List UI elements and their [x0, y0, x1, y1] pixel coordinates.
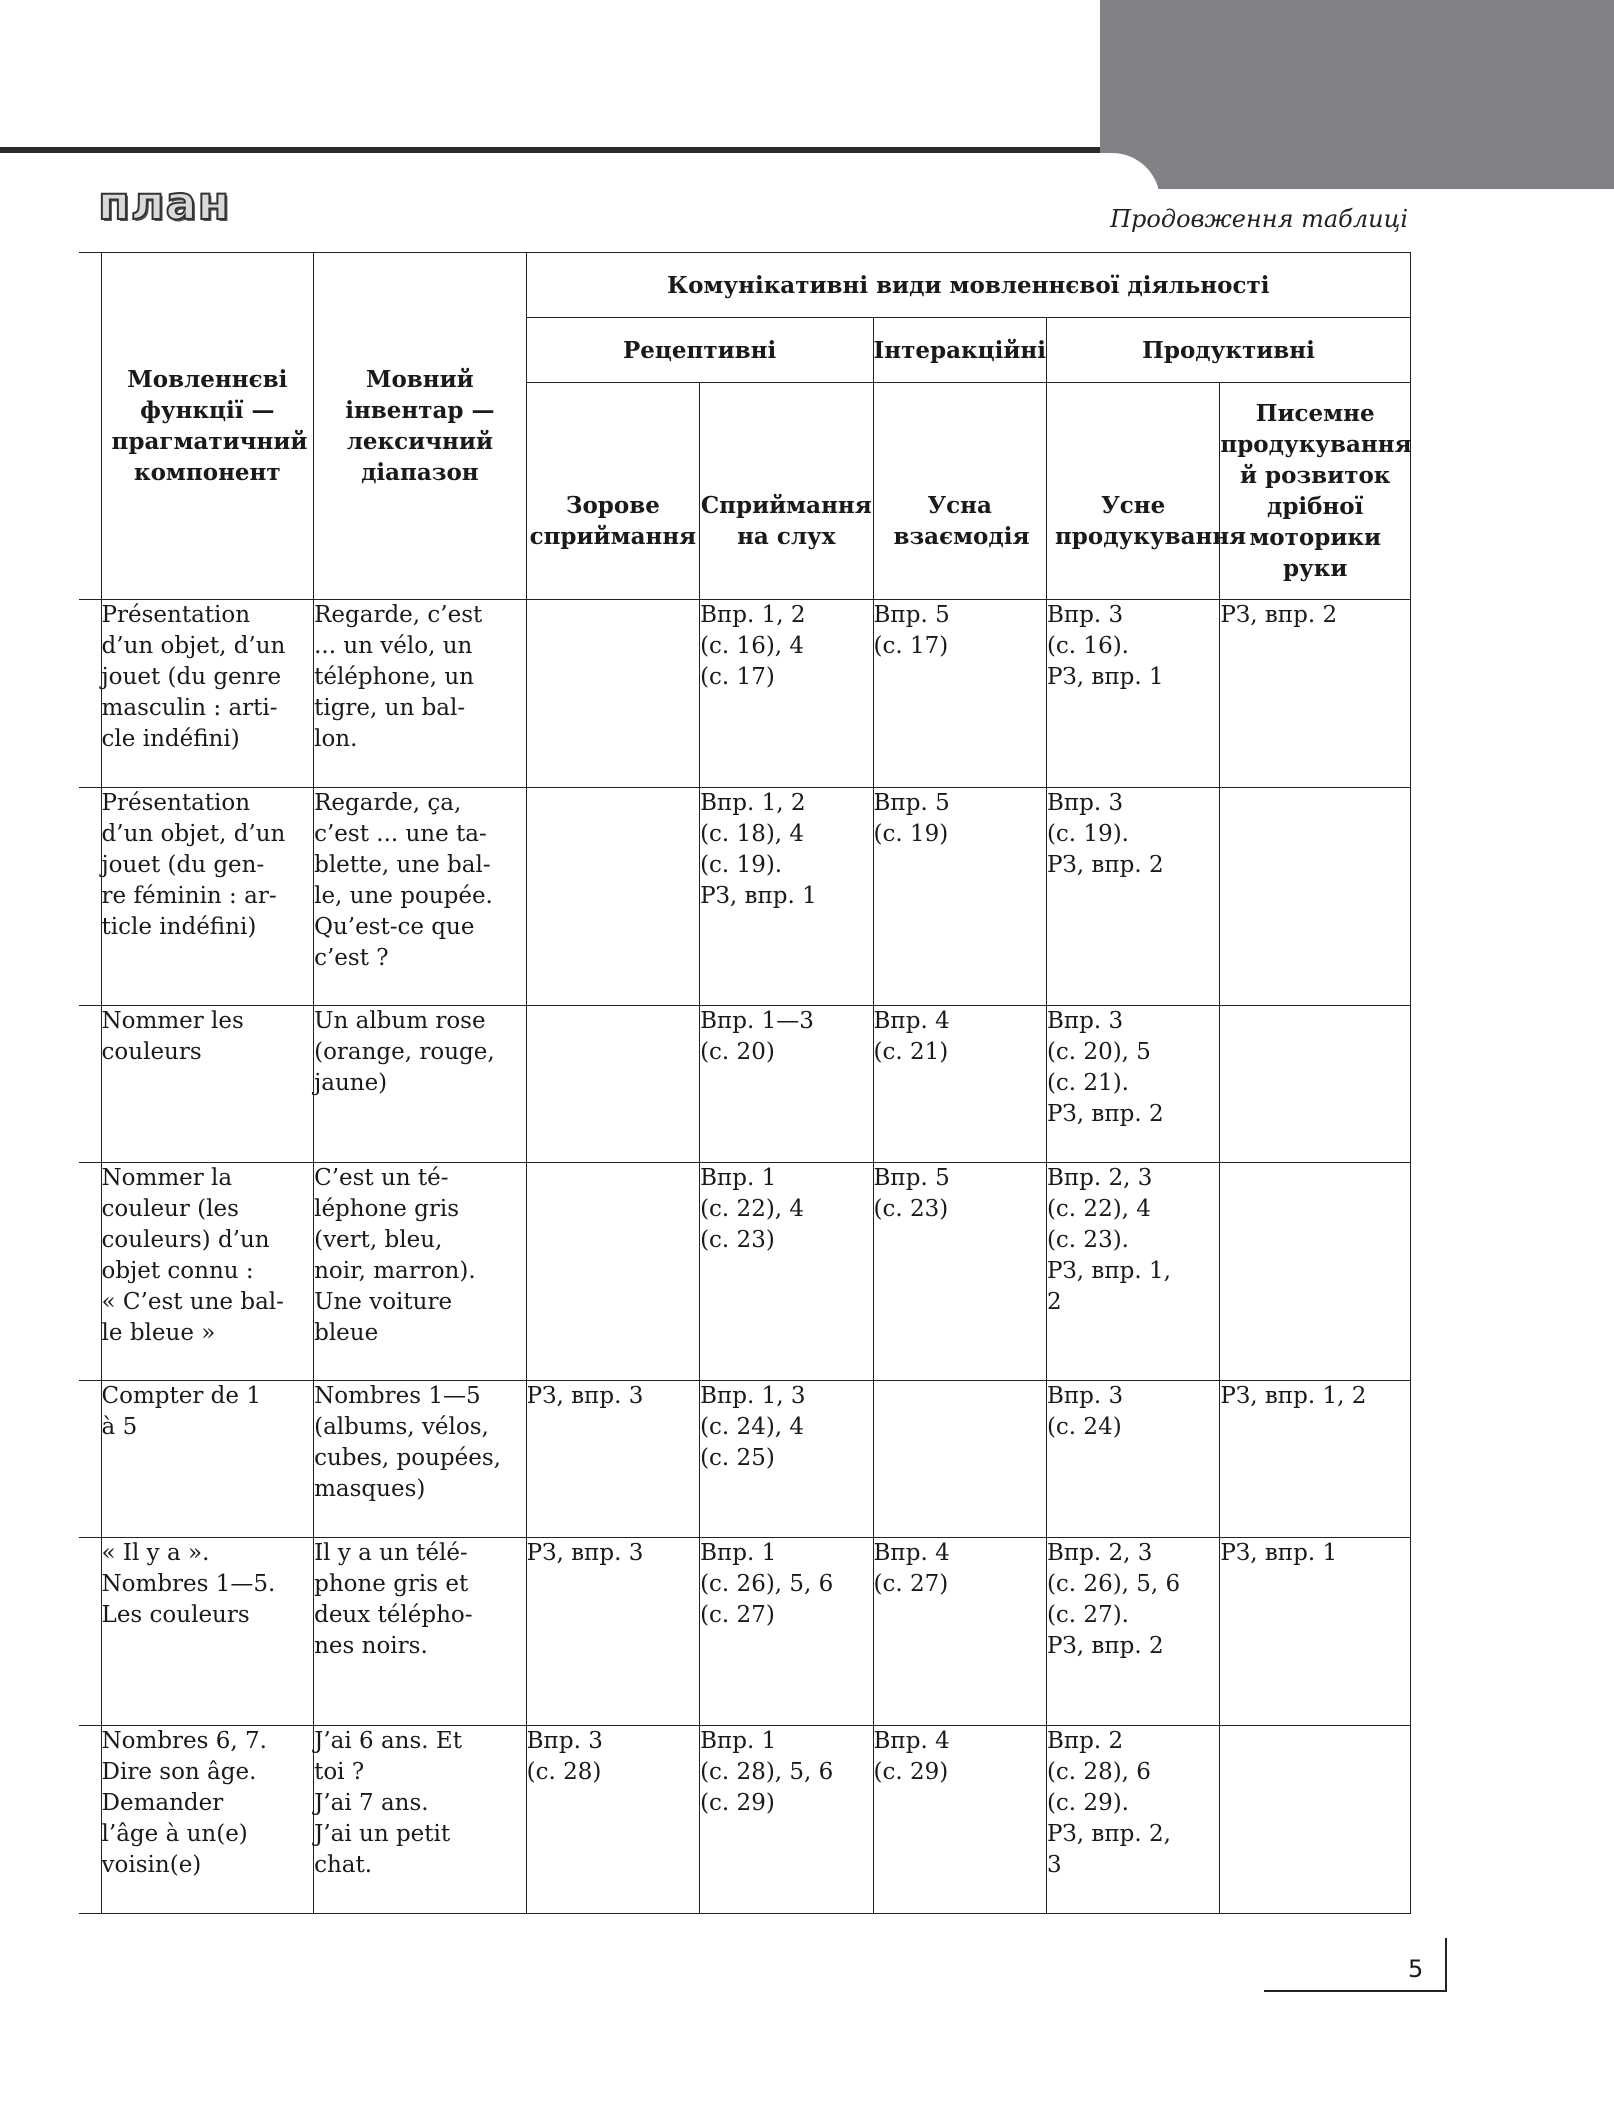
oral-interaction-cell — [873, 600, 1046, 788]
speech-function-cell — [101, 1006, 314, 1163]
oral-production-cell — [1046, 1381, 1219, 1538]
margin-cell — [79, 1726, 101, 1914]
language-inventory-cell — [314, 1163, 527, 1381]
oral-production-cell — [1046, 1163, 1219, 1381]
listening-cell — [700, 600, 873, 788]
cell-text: Впр. 5 (с. 17) — [873, 602, 950, 659]
cell-text: Впр. 1, 2 (с. 18), 4 (с. 19). РЗ, впр. 1 — [700, 790, 817, 909]
speech-function-cell — [101, 1163, 314, 1381]
header-visual-perception: Зорове сприймання — [526, 383, 699, 600]
header-language-inventory: Мовний інвентар — лексичний діапазон — [314, 253, 527, 600]
continuation-label: Продовження таблиці — [1110, 205, 1408, 233]
oral-production-cell — [1046, 1538, 1219, 1726]
cell-text: Впр. 3 (с. 19). РЗ, впр. 2 — [1046, 790, 1164, 878]
cell-text: Présentation d’un objet, d’un jouet (du genre masculin : arti- cle indéfini) — [101, 602, 286, 752]
cell-text: Regarde, c’est ... un vélo, un téléphone, un tigre, un bal- lon. — [314, 602, 483, 752]
margin-cell — [79, 1163, 101, 1381]
written-production-cell — [1220, 1726, 1411, 1914]
written-production-cell — [1220, 1006, 1411, 1163]
margin-cell — [79, 1381, 101, 1538]
header-productive: Продуктивні — [1046, 318, 1410, 383]
language-inventory-cell — [314, 600, 527, 788]
cell-text: C’est un té- léphone gris (vert, bleu, noir, marron). Une voiture bleue — [314, 1165, 476, 1346]
page-number-rule — [1264, 1990, 1447, 1992]
oral-production-cell — [1046, 1726, 1219, 1914]
oral-production-cell — [1046, 788, 1219, 1006]
header-communicative-activities: Комунікативні види мовленнєвої діяльності — [526, 253, 1410, 318]
cell-text: Впр. 1, 2 (с. 16), 4 (с. 17) — [700, 602, 806, 690]
table-row — [79, 600, 1411, 788]
cell-text: Nommer la couleur (les couleurs) d’un objet connu : « C’est une bal- le bleue » — [101, 1165, 284, 1346]
speech-function-cell — [101, 1538, 314, 1726]
cell-text: Nombres 1—5 (albums, vélos, cubes, poupées, masques) — [314, 1383, 501, 1502]
oral-production-cell — [1046, 1006, 1219, 1163]
corner-tab — [1100, 0, 1614, 189]
cell-text: Впр. 4 (с. 29) — [873, 1728, 950, 1785]
cell-text: Впр. 2, 3 (с. 22), 4 (с. 23). РЗ, впр. 1, 2 — [1046, 1165, 1171, 1315]
cell-text: Il y a un télé- phone gris et deux télépho- nes noirs. — [314, 1540, 473, 1659]
cell-text: Regarde, ça, c’est ... une ta- blette, une bal- le, une poupée. Qu’est-ce que c’est ? — [314, 790, 493, 971]
written-production-cell — [1220, 1381, 1411, 1538]
visual-perception-cell — [526, 1381, 699, 1538]
cell-text: Впр. 3 (с. 20), 5 (с. 21). РЗ, впр. 2 — [1046, 1008, 1164, 1127]
cell-text: Впр. 1—3 (с. 20) — [700, 1008, 814, 1065]
margin-cell — [79, 600, 101, 788]
header-speech-functions: Мовленнєві функції — прагматичний компонент — [101, 253, 314, 600]
header-receptive: Рецептивні — [526, 318, 873, 383]
listening-cell — [700, 1538, 873, 1726]
cell-text: Впр. 5 (с. 23) — [873, 1165, 950, 1222]
oral-interaction-cell — [873, 1381, 1046, 1538]
table-body — [79, 600, 1411, 1914]
language-inventory-cell — [314, 1726, 527, 1914]
table-row — [79, 788, 1411, 1006]
cell-text: РЗ, впр. 2 — [1220, 602, 1338, 628]
speech-function-cell — [101, 600, 314, 788]
table-row — [79, 1163, 1411, 1381]
cell-text: Впр. 3 (с. 28) — [526, 1728, 603, 1785]
cell-text: Впр. 4 (с. 27) — [873, 1540, 950, 1597]
cell-text: Впр. 5 (с. 19) — [873, 790, 950, 847]
visual-perception-cell — [526, 1726, 699, 1914]
written-production-cell — [1220, 1163, 1411, 1381]
listening-cell — [700, 1381, 873, 1538]
listening-cell — [700, 1726, 873, 1914]
language-inventory-cell — [314, 1381, 527, 1538]
cell-text: Впр. 2 (с. 28), 6 (с. 29). РЗ, впр. 2, 3 — [1046, 1728, 1171, 1878]
cell-text: РЗ, впр. 1, 2 — [1220, 1383, 1367, 1409]
written-production-cell — [1220, 600, 1411, 788]
oral-interaction-cell — [873, 1726, 1046, 1914]
cell-text: Впр. 1 (с. 22), 4 (с. 23) — [700, 1165, 805, 1253]
cell-text: Nommer les couleurs — [101, 1008, 244, 1065]
margin-cell — [79, 1538, 101, 1726]
visual-perception-cell — [526, 1006, 699, 1163]
language-inventory-cell — [314, 1006, 527, 1163]
cell-text: Un album rose (orange, rouge, jaune) — [314, 1008, 495, 1096]
table-row — [79, 1381, 1411, 1538]
table-row — [79, 1726, 1411, 1914]
header-written-production: Писемне продукування й розвиток дрібної моторики руки — [1220, 383, 1411, 600]
margin-cell — [79, 1006, 101, 1163]
oral-interaction-cell — [873, 1538, 1046, 1726]
cell-text: Впр. 3 (с. 16). РЗ, впр. 1 — [1046, 602, 1164, 690]
language-inventory-cell — [314, 1538, 527, 1726]
visual-perception-cell — [526, 788, 699, 1006]
cell-text: Впр. 3 (с. 24) — [1046, 1383, 1124, 1440]
written-production-cell — [1220, 788, 1411, 1006]
listening-cell — [700, 788, 873, 1006]
speech-function-cell — [101, 788, 314, 1006]
language-inventory-cell — [314, 788, 527, 1006]
written-production-cell — [1220, 1538, 1411, 1726]
table-row — [79, 1538, 1411, 1726]
plan-table — [79, 252, 1411, 1914]
listening-cell — [700, 1163, 873, 1381]
cell-text: Впр. 4 (с. 21) — [873, 1008, 950, 1065]
header-listening: Сприймання на слух — [700, 383, 873, 600]
cell-text: Présentation d’un objet, d’un jouet (du gen- re féminin : ar- ticle indéfini) — [101, 790, 286, 940]
page-number: 5 — [1408, 1955, 1424, 1983]
top-rule — [0, 147, 1100, 153]
visual-perception-cell — [526, 600, 699, 788]
cell-text: РЗ, впр. 3 — [526, 1540, 644, 1566]
oral-production-cell — [1046, 600, 1219, 788]
page-number-rule-vertical — [1445, 1938, 1447, 1992]
table-row — [79, 1006, 1411, 1163]
cell-text: Nombres 6, 7. Dire son âge. Demander l’âge à un(e) voisin(e) — [101, 1728, 267, 1878]
oral-interaction-cell — [873, 1163, 1046, 1381]
cell-text: « Il y a ». Nombres 1—5. Les couleurs — [101, 1540, 276, 1628]
section-title: план — [98, 176, 231, 230]
speech-function-cell — [101, 1381, 314, 1538]
cell-text: Впр. 1 (с. 28), 5, 6 (с. 29) — [700, 1728, 834, 1816]
header-oral-production: Усне продукування — [1046, 383, 1219, 600]
margin-header-cell — [79, 253, 101, 600]
speech-function-cell — [101, 1726, 314, 1914]
listening-cell — [700, 1006, 873, 1163]
header-interactive: Інтеракційні — [873, 318, 1046, 383]
cell-text: Впр. 1, 3 (с. 24), 4 (с. 25) — [700, 1383, 806, 1471]
visual-perception-cell — [526, 1538, 699, 1726]
cell-text: РЗ, впр. 1 — [1220, 1540, 1338, 1566]
cell-text: Впр. 2, 3 (с. 26), 5, 6 (с. 27). РЗ, впр. 2 — [1046, 1540, 1181, 1659]
cell-text: Впр. 1 (с. 26), 5, 6 (с. 27) — [700, 1540, 834, 1628]
cell-text: J’ai 6 ans. Et toi ? J’ai 7 ans. J’ai un petit chat. — [314, 1728, 462, 1878]
oral-interaction-cell — [873, 788, 1046, 1006]
cell-text: Compter de 1 à 5 — [101, 1383, 261, 1440]
header-oral-interaction: Усна взаємодія — [873, 383, 1046, 600]
visual-perception-cell — [526, 1163, 699, 1381]
cell-text: РЗ, впр. 3 — [526, 1383, 644, 1409]
margin-cell — [79, 788, 101, 1006]
oral-interaction-cell — [873, 1006, 1046, 1163]
